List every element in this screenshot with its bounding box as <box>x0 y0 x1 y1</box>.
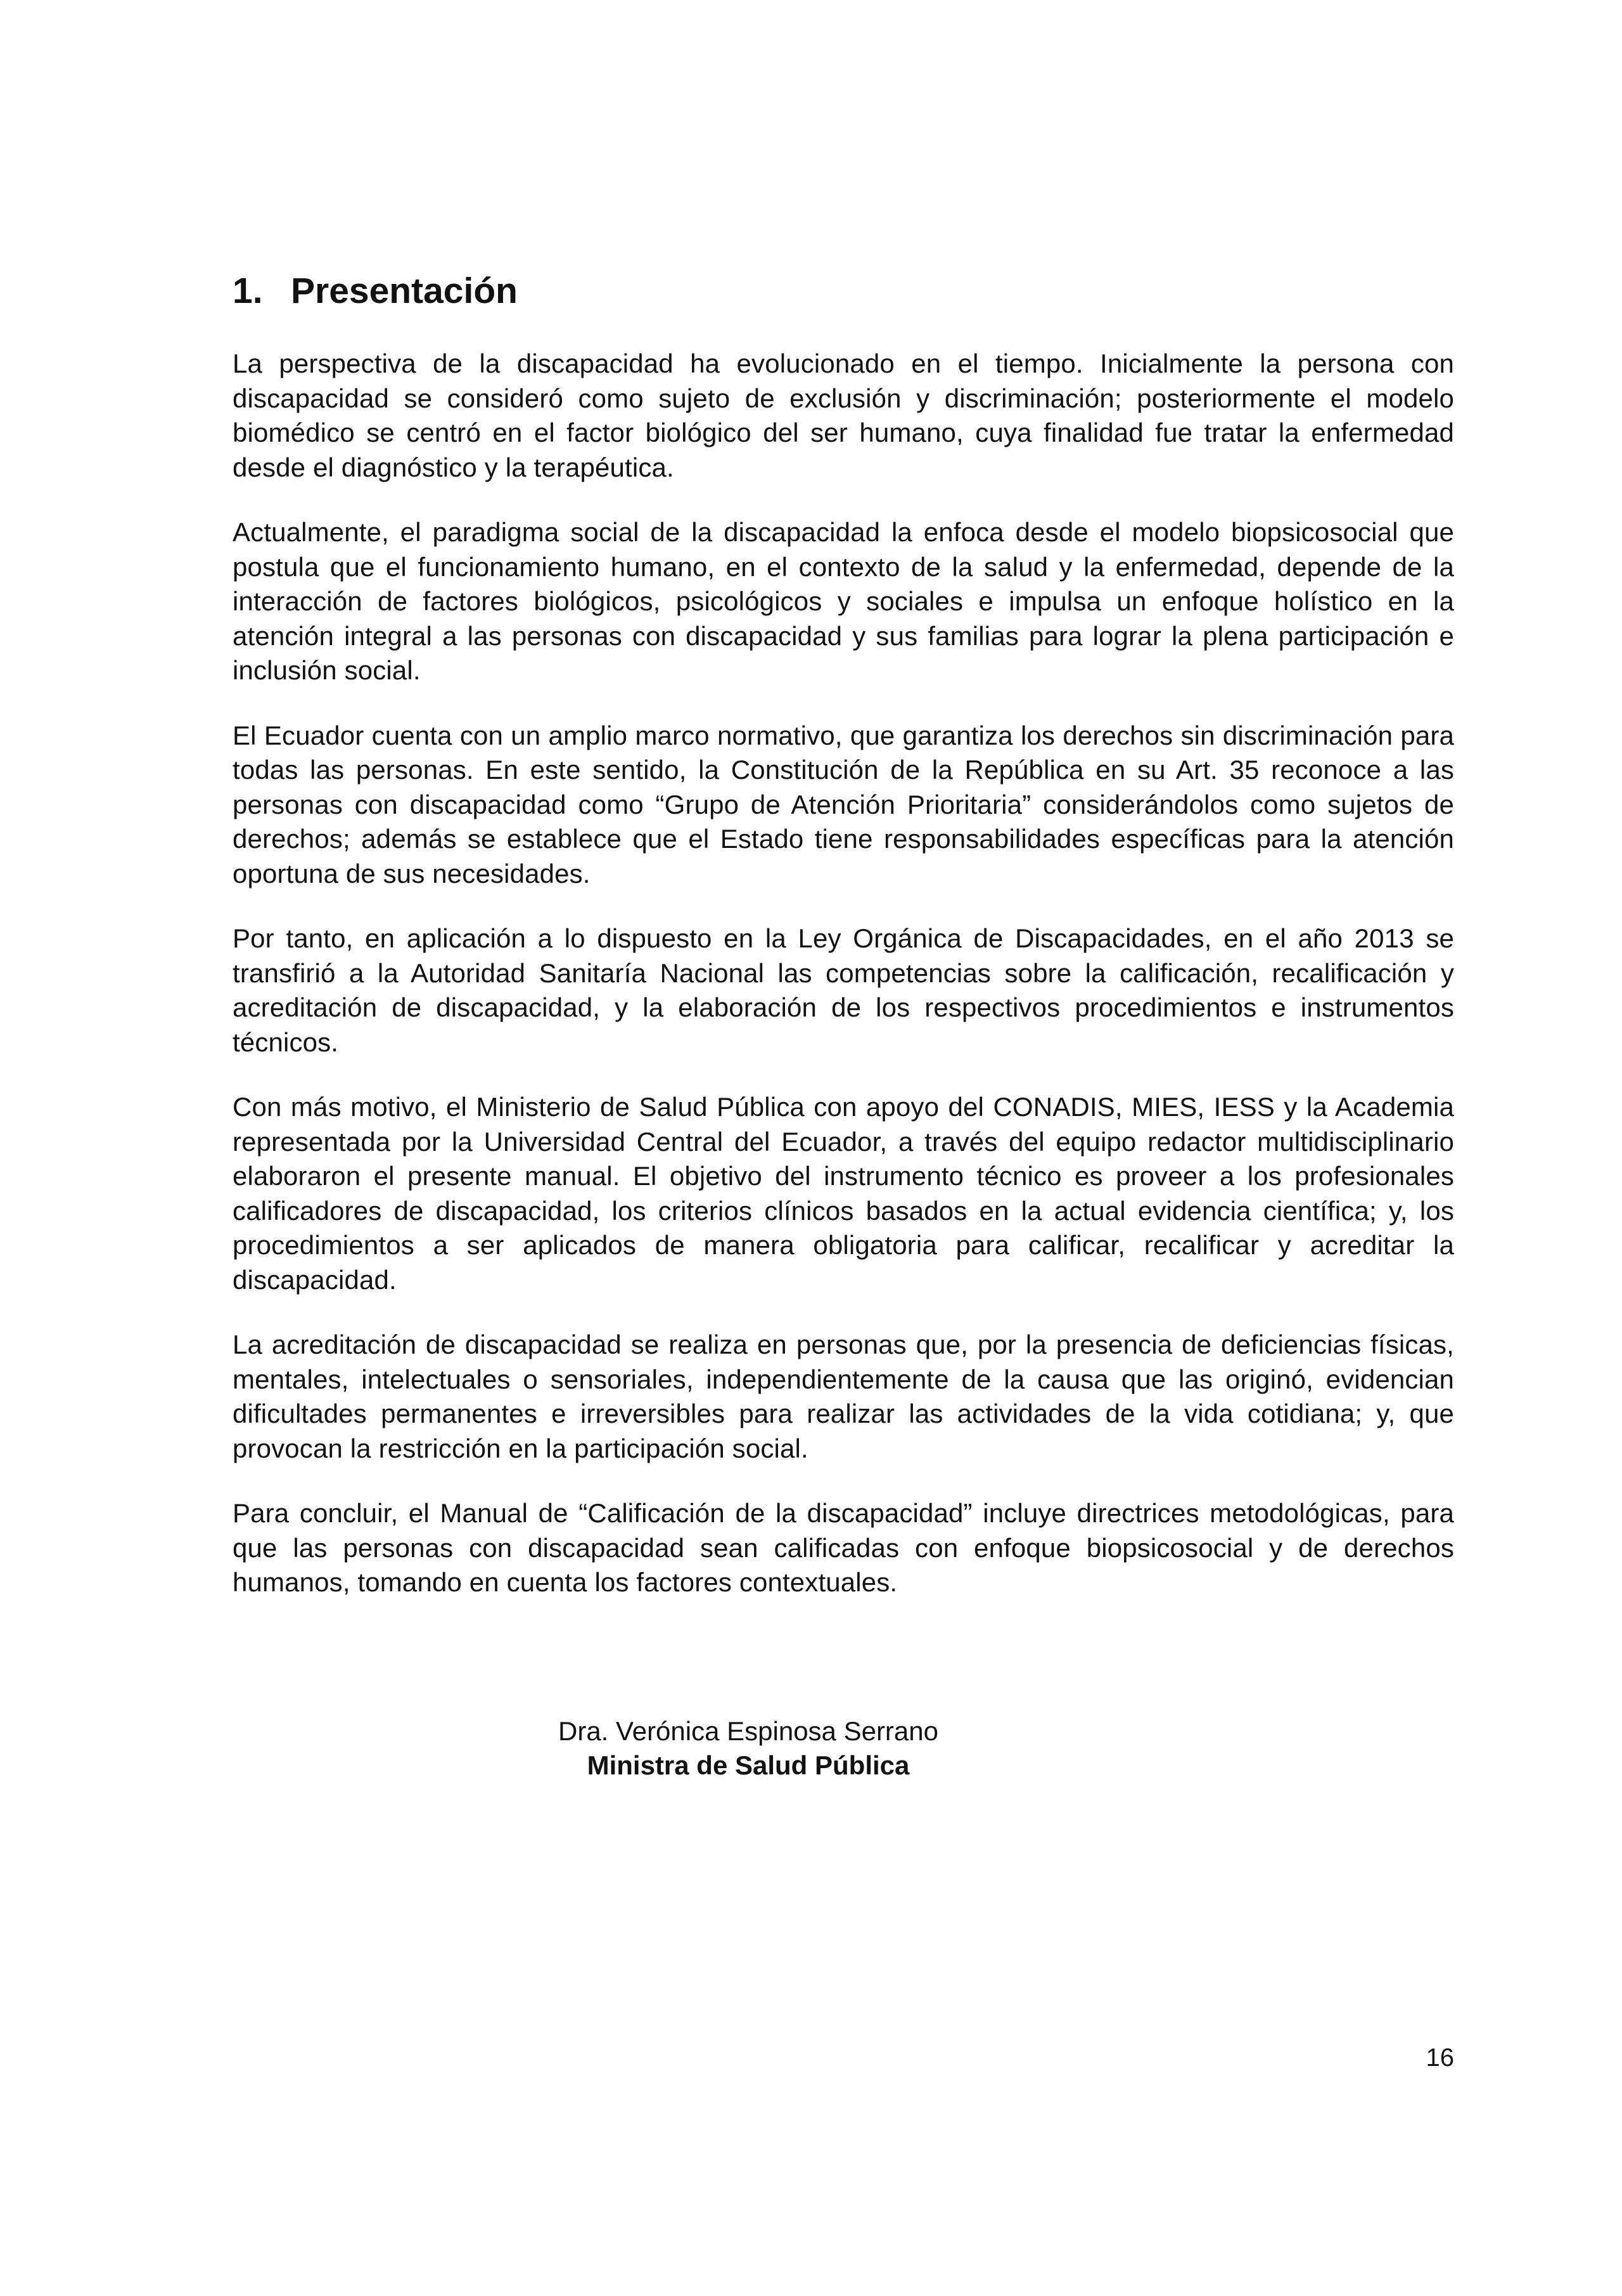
body-text <box>233 347 1454 1631</box>
signatory-name: Dra. Verónica Espinosa Serrano <box>558 1716 938 1746</box>
paragraph: El Ecuador cuenta con un amplio marco normativo, que garantiza los derechos sin discriminación para todas las personas. En este sentido, la Constitución de la República en su Art. 35 reconoce a las personas con discapacidad como “Grupo de Atención Prioritaria” considerándolos como sujetos de derechos; además se establece que el Estado tiene responsabilidades específicas para la atención oportuna de sus necesidades. <box>233 720 1454 888</box>
signature-block <box>233 1714 1454 1783</box>
section-number: 1. <box>233 271 263 311</box>
signatory-title: Ministra de Salud Pública <box>587 1750 910 1780</box>
paragraph: La acreditación de discapacidad se realiza en personas que, por la presencia de deficiencias físicas, mentales, intelectuales o sensoriales, independientemente de la causa que las originó, evidencian dificultades permanentes e irreversibles para realizar las actividades de la vida cotidiana; y, que provocan la restricción en la participación social. <box>233 1330 1454 1463</box>
paragraph: La perspectiva de la discapacidad ha evolucionado en el tiempo. Inicialmente la persona con discapacidad se consideró como sujeto de exclusión y discriminación; posteriormente el modelo biomédico se centró en el factor biológico del ser humano, cuya finalidad fue tratar la enfermedad desde el diagnóstico y la terapéutica. <box>233 349 1454 482</box>
paragraph: Actualmente, el paradigma social de la discapacidad la enfoca desde el modelo biopsicosocial que postula que el funcionamiento humano, en el contexto de la salud y la enfermedad, depende de la interacción de factores biológicos, psicológicos y sociales e impulsa un enfoque holístico en la atención integral a las personas con discapacidad y sus familias para lograr la plena participación e inclusión social. <box>233 517 1454 685</box>
paragraph: Con más motivo, el Ministerio de Salud Pública con apoyo del CONADIS, MIES, IESS y la Academia representada por la Universidad Central del Ecuador, a través del equipo redactor multidisciplinario elaboraron el presente manual. El objetivo del instrumento técnico es proveer a los profesionales calificadores de discapacidad, los criterios clínicos basados en la actual evidencia científica; y, los procedimientos a ser aplicados de manera obligatoria para calificar, recalificar y acreditar la discapacidad. <box>233 1092 1454 1295</box>
page-number: 16 <box>1426 2044 1454 2072</box>
paragraph: Para concluir, el Manual de “Calificación de la discapacidad” incluye directrices metodológicas, para que las personas con discapacidad sean calificadas con enfoque biopsicosocial y de derechos humanos, tomando en cuenta los factores contextuales. <box>233 1498 1454 1597</box>
section-title: Presentación <box>291 271 518 311</box>
paragraph: Por tanto, en aplicación a lo dispuesto en la Ley Orgánica de Discapacidades, en el año 2013 se transfirió a la Autoridad Sanitaría Nacional las competencias sobre la calificación, recalificación y acreditación de discapacidad, y la elaboración de los respectivos procedimientos e instrumentos técnicos. <box>233 923 1454 1057</box>
section-heading <box>233 269 518 313</box>
